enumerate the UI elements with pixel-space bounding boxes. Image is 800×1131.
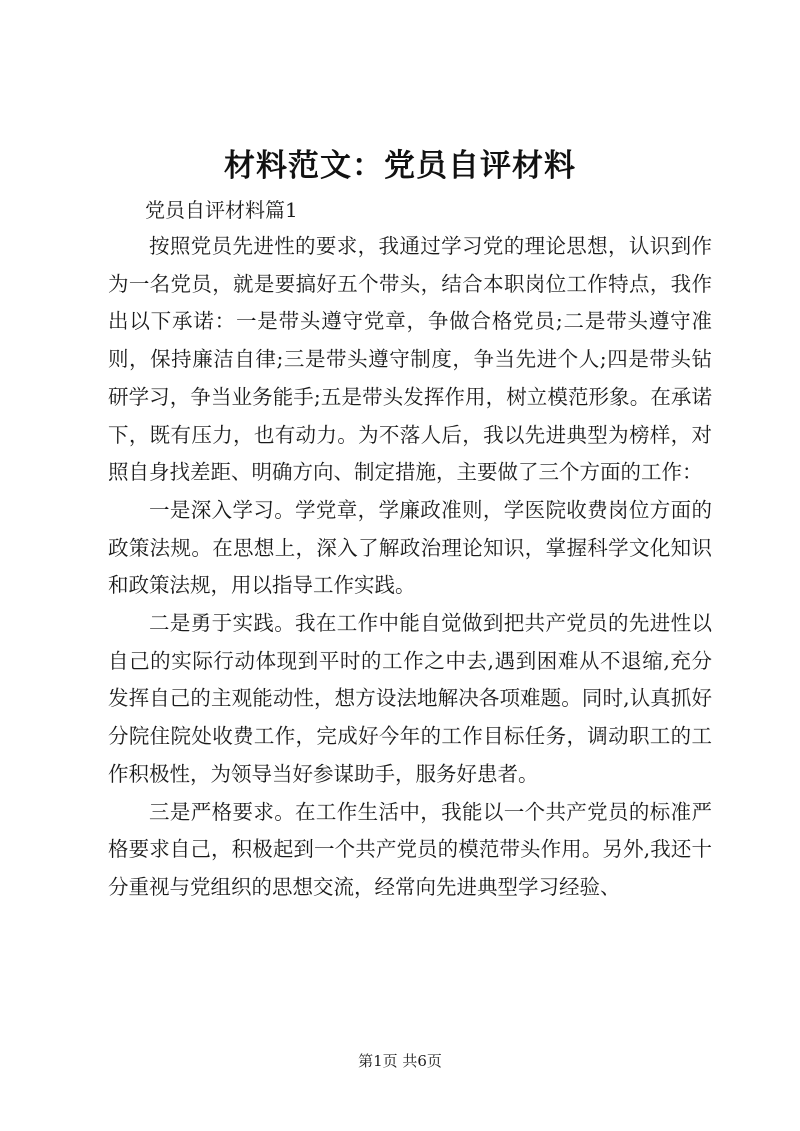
body-paragraph: 三是严格要求。在工作生活中，我能以一个共产党员的标准严格要求自己，积极起到一个共产党员的模范带头作用。另外,我还十分重视与党组织的思想交流，经常向先进典型学习经验、 [108,799,712,899]
body-paragraph: 一是深入学习。学党章，学廉政准则，学医院收费岗位方面的政策法规。在思想上，深入了解政治理论知识，掌握科学文化知识和政策法规，用以指导工作实践。 [108,497,712,598]
body-paragraph: 按照党员先进性的要求，我通过学习党的理论思想，认识到作为一名党员，就是要搞好五个带头，结合本职岗位工作特点，我作出以下承诺：一是带头遵守党章，争做合格党员;二是带头遵守准则，保持廉洁自律;三是带头遵守制度，争当先进个人;四是带头钻研学习，争当业务能手;五是带头发挥作用，树立模范形象。在承诺下，既有压力，也有动力。为不落人后，我以先进典型为榜样，对照自身找差距、明确方向、制定措施，主要做了三个方面的工作： [108,234,712,485]
page-footer: 第1页 共6页 [358,1052,442,1070]
body-paragraph: 二是勇于实践。我在工作中能自觉做到把共产党员的先进性以自己的实际行动体现到平时的工作之中去,遇到困难从不退缩,充分发挥自己的主观能动性，想方设法地解决各项难题。同时,认真抓好分院住院处收费工作，完成好今年的工作目标任务，调动职工的工作积极性，为领导当好参谋助手，服务好患者。 [108,611,712,786]
section-heading: 党员自评材料篇1 [145,198,298,222]
document-body [108,228,712,907]
document-title: 材料范文：党员自评材料 [224,148,576,184]
